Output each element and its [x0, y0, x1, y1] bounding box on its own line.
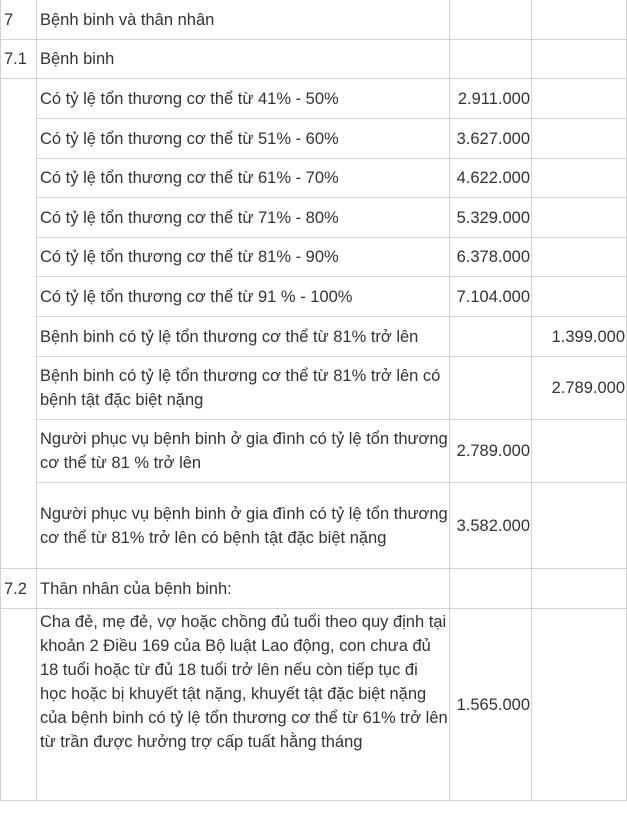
row-amount-2 [532, 0, 627, 40]
row-amount-2 [532, 483, 627, 569]
table-row [1, 40, 627, 79]
row-content: Có tỷ lệ tổn thương cơ thể từ 61% - 70% [37, 159, 450, 198]
table-row [1, 159, 627, 198]
row-content: Cha đẻ, mẹ đẻ, vợ hoặc chồng đủ tuổi theo quy định tại khoản 2 Điều 169 của Bộ luật Lao động, con chưa đủ 18 tuổi hoặc từ đủ 18 tuổi trở lên nếu còn tiếp tục đi học hoặc bị khuyết tật nặng, khuyết tật đặc biệt nặng của bệnh binh có tỷ lệ tổn thương cơ thể từ 61% trở lên từ trần được hưởng trợ cấp tuất hằng tháng [37, 609, 450, 801]
row-amount: 1.565.000 [450, 609, 532, 801]
row-amount: 7.104.000 [450, 277, 532, 317]
row-content: Người phục vụ bệnh binh ở gia đình có tỷ lệ tổn thương cơ thể từ 81 % trở lên [37, 420, 450, 483]
table-row [1, 238, 627, 277]
table-row [1, 609, 627, 801]
row-amount-2 [532, 198, 627, 238]
table-row [1, 483, 627, 569]
row-amount [450, 317, 532, 357]
table-row [1, 0, 627, 40]
table-row [1, 198, 627, 238]
row-content: Có tỷ lệ tổn thương cơ thể từ 41% - 50% [37, 79, 450, 119]
row-amount-2 [532, 277, 627, 317]
row-amount-2: 2.789.000 [532, 357, 627, 420]
row-amount: 2.789.000 [450, 420, 532, 483]
row-amount-2 [532, 159, 627, 198]
row-amount-2 [532, 569, 627, 609]
row-amount: 3.582.000 [450, 483, 532, 569]
row-amount-2 [532, 609, 627, 801]
row-amount: 4.622.000 [450, 159, 532, 198]
row-content: Người phục vụ bệnh binh ở gia đình có tỷ lệ tổn thương cơ thể từ 81% trở lên có bệnh tật đặc biệt nặng [37, 483, 450, 569]
row-content: Có tỷ lệ tổn thương cơ thể từ 81% - 90% [37, 238, 450, 277]
row-content: Bệnh binh có tỷ lệ tổn thương cơ thể từ 81% trở lên có bệnh tật đặc biệt nặng [37, 357, 450, 420]
row-amount [450, 40, 532, 79]
row-amount: 6.378.000 [450, 238, 532, 277]
table-row [1, 79, 627, 119]
row-number: 7.1 [1, 40, 37, 79]
row-amount: 2.911.000 [450, 79, 532, 119]
row-amount-2 [532, 40, 627, 79]
row-amount-2 [532, 420, 627, 483]
row-content: Có tỷ lệ tổn thương cơ thể từ 91 % - 100% [37, 277, 450, 317]
row-number [1, 609, 37, 801]
row-number [1, 79, 37, 569]
row-number: 7.2 [1, 569, 37, 609]
table-row [1, 317, 627, 357]
row-amount [450, 357, 532, 420]
table-row [1, 119, 627, 159]
row-content: Có tỷ lệ tổn thương cơ thể từ 51% - 60% [37, 119, 450, 159]
table-row [1, 569, 627, 609]
row-amount-2 [532, 79, 627, 119]
row-amount: 3.627.000 [450, 119, 532, 159]
row-amount [450, 0, 532, 40]
table-row [1, 357, 627, 420]
row-number: 7 [1, 0, 37, 40]
row-content: Bệnh binh [37, 40, 450, 79]
row-content: Bệnh binh và thân nhân [37, 0, 450, 40]
row-amount-2 [532, 119, 627, 159]
row-content: Bệnh binh có tỷ lệ tổn thương cơ thể từ 81% trở lên [37, 317, 450, 357]
row-amount-2: 1.399.000 [532, 317, 627, 357]
row-content: Thân nhân của bệnh binh: [37, 569, 450, 609]
row-amount: 5.329.000 [450, 198, 532, 238]
table-row [1, 420, 627, 483]
row-amount-2 [532, 238, 627, 277]
row-amount [450, 569, 532, 609]
row-content: Có tỷ lệ tổn thương cơ thể từ 71% - 80% [37, 198, 450, 238]
table-row [1, 277, 627, 317]
